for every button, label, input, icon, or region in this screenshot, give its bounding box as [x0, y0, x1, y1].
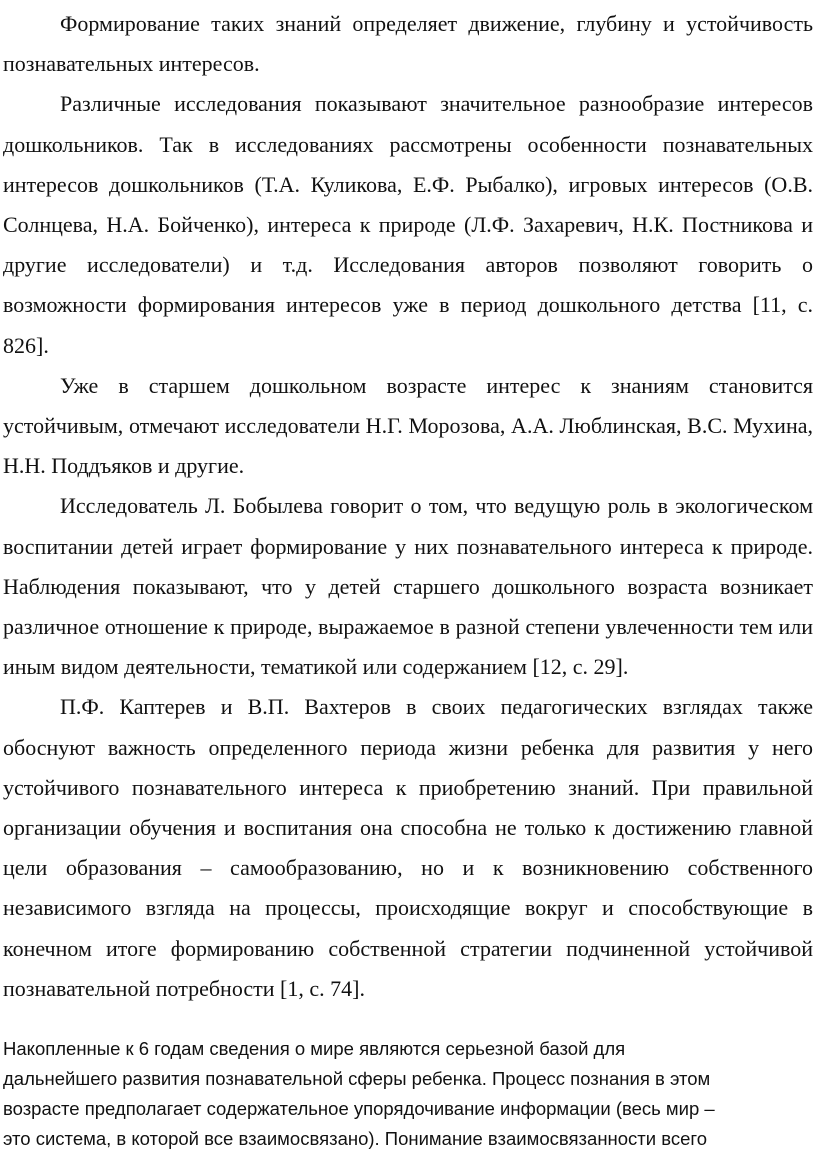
document-body — [3, 4, 813, 1009]
final-paragraph-line-1: Накопленные к 6 годам сведения о мире являются серьезной базой для — [3, 1038, 626, 1059]
final-paragraph — [3, 1034, 803, 1154]
paragraph-4: Исследователь Л. Бобылева говорит о том, что ведущую роль в экологическом воспитании детей играет формирование у них познавательного интереса к природе. Наблюдения показывают, что у детей старшего дошкольного возраста возникает различное отношение к природе, выражаемое в разной степени увлеченности тем или иным видом деятельности, тематикой или содержанием [12, с. 29]. — [3, 493, 813, 680]
paragraph-3: Уже в старшем дошкольном возрасте интерес к знаниям становится устойчивым, отмечают исследователи Н.Г. Морозова, А.А. Люблинская, В.С. Мухина, Н.Н. Поддъяков и другие. — [3, 372, 813, 479]
final-paragraph-line-2: дальнейшего развития познавательной сферы ребенка. Процесс познания в этом — [3, 1068, 711, 1089]
final-paragraph-line-3: возрасте предполагает содержательное упорядочивание информации (весь мир – — [3, 1098, 715, 1119]
paragraph-2: Различные исследования показывают значительное разнообразие интересов дошкольников. Так в исследованиях рассмотрены особенности познавательных интересов дошкольников (Т.А. Куликова, Е.Ф. Рыбалко), игровых интересов (О.В. Солнцева, Н.А. Бойченко), интереса к природе (Л.Ф. Захаревич, Н.К. Постникова и другие исследователи) и т.д. Исследования авторов позволяют говорить о возможности формирования интересов уже в период дошкольного детства [11, с. 826]. — [3, 91, 813, 358]
final-paragraph-line-4: это система, в которой все взаимосвязано). Понимание взаимосвязанности всего — [3, 1128, 708, 1149]
paragraph-5: П.Ф. Каптерев и В.П. Вахтеров в своих педагогических взглядах также обоснуют важность определенного периода жизни ребенка для развития у него устойчивого познавательного интереса к приобретению знаний. При правильной организации обучения и воспитания она способна не только к достижению главной цели образования – самообразованию, но и к возникновению собственного независимого взгляда на процессы, происходящие вокруг и способствующие в конечном итоге формированию собственной стратегии подчиненной устойчивой познавательной потребности [1, с. 74]. — [3, 694, 813, 1001]
paragraph-1: Формирование таких знаний определяет движение, глубину и устойчивость познавательных интересов. — [3, 11, 813, 77]
